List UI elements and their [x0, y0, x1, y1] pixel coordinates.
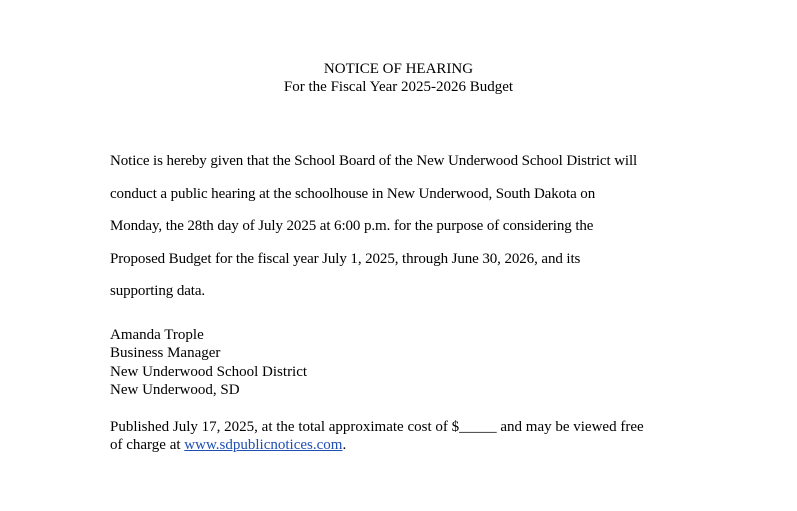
notice-subtitle: For the Fiscal Year 2025-2026 Budget — [283, 79, 514, 95]
signer-location: New Underwood, SD — [110, 381, 240, 398]
signature-block — [110, 326, 307, 399]
body-line: supporting data. — [110, 283, 206, 299]
publication-note — [110, 418, 700, 455]
signer-name: Amanda Trople — [110, 327, 204, 343]
signer-position: Business Manager — [110, 345, 221, 362]
publication-line-2-prefix: of charge at — [110, 437, 185, 454]
signer-organization: New Underwood School District — [110, 363, 308, 380]
publication-line-2 — [110, 436, 700, 454]
body-line: conduct a public hearing at the schoolhouse in New Underwood, South Dakota on — [110, 185, 596, 202]
body-line: Monday, the 28th day of July 2025 at 6:00 p.m. for the purpose of considering the — [110, 218, 594, 234]
public-notices-link[interactable]: www.sdpublicnotices.com — [184, 437, 343, 454]
notice-header — [0, 60, 797, 96]
publication-line-2-suffix: . — [342, 437, 347, 454]
publication-line-1: Published July 17, 2025, at the total approximate cost of $_____ and may be viewed free — [110, 419, 644, 435]
body-line: Notice is hereby given that the School Board of the New Underwood School District will — [110, 153, 638, 169]
notice-body — [110, 145, 710, 308]
body-line: Proposed Budget for the fiscal year July 1, 2025, through June 30, 2026, and its — [110, 250, 581, 267]
notice-title: NOTICE OF HEARING — [323, 61, 474, 77]
